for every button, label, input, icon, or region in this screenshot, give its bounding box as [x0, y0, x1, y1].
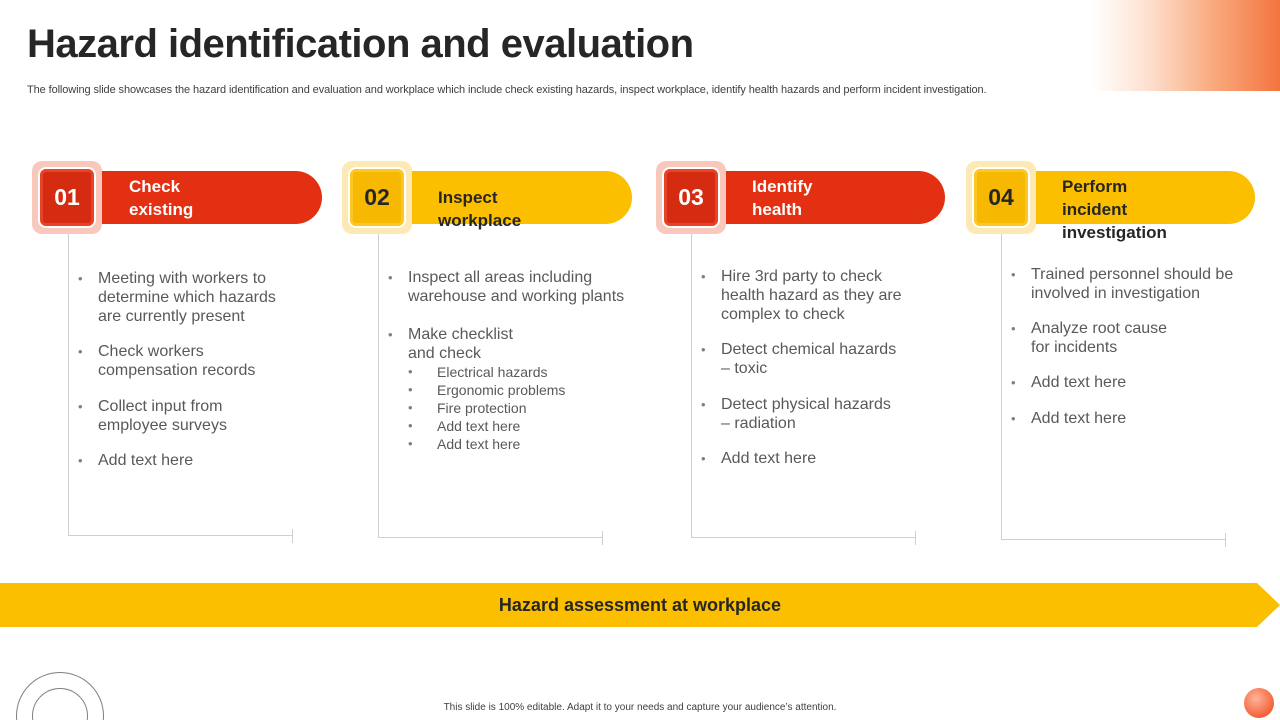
footer-note: This slide is 100% editable. Adapt it to your needs and capture your audience’s attention. — [443, 702, 837, 713]
step-01-bracket-line — [68, 234, 69, 536]
step-01-number: 01 — [38, 167, 96, 228]
list-item: • Add text here — [1011, 373, 1251, 392]
list-item: • Add text here — [408, 417, 608, 435]
step-01-bracket-base — [68, 535, 292, 536]
step-04-number: 04 — [972, 167, 1030, 228]
decorative-orange-dot — [1244, 688, 1274, 718]
step-03-badge — [656, 161, 726, 234]
step-03-header — [690, 171, 945, 224]
step-01-bullet-list — [78, 269, 308, 470]
list-item: • Trained personnel should be involved in investigation — [1011, 265, 1251, 303]
corner-gradient-decoration — [1092, 0, 1280, 91]
step-03-bracket-base — [691, 537, 915, 538]
list-item: • Electrical hazards — [408, 363, 608, 381]
assessment-banner-label: Hazard assessment at workplace — [498, 594, 782, 615]
step-02-label: Inspect workplace — [438, 188, 522, 230]
step-02-badge — [342, 161, 412, 234]
list-item: • Ergonomic problems — [408, 381, 608, 399]
list-item: • Fire protection — [408, 399, 608, 417]
step-03-bullet-list — [701, 267, 931, 468]
step-04-badge — [966, 161, 1036, 234]
step-01-header — [66, 171, 322, 224]
list-item: • Meeting with workers to determine which hazards are currently present — [78, 269, 308, 326]
step-02-bullet-list — [388, 268, 638, 363]
step-01-label: Check existing hazards — [129, 177, 194, 242]
step-02-bracket-base — [378, 537, 602, 538]
list-item: • Analyze root cause for incidents — [1011, 319, 1251, 357]
step-04-label: Perform incident investigation — [1062, 177, 1167, 242]
list-item: • Detect chemical hazards – toxic — [701, 340, 931, 378]
slide-subtitle: The following slide showcases the hazard identification and evaluation and workplace which include check existing hazards, inspect workplace, identify health hazards and perform incident investigation. — [27, 84, 987, 96]
list-item: • Hire 3rd party to check health hazard as they are complex to check — [701, 267, 931, 324]
step-03-number: 03 — [662, 167, 720, 228]
step-03-label: Identify health hazards — [752, 177, 817, 242]
step-02-number: 02 — [348, 167, 406, 228]
step-04-bracket-base — [1001, 539, 1225, 540]
list-item: • Collect input from employee surveys — [78, 397, 308, 435]
step-02-bracket-tick — [602, 531, 603, 545]
list-item: • Check workers compensation records — [78, 342, 308, 380]
step-04-bracket-line — [1001, 234, 1002, 539]
list-item: • Detect physical hazards – radiation — [701, 395, 931, 433]
step-01-badge — [32, 161, 102, 234]
list-item: • Inspect all areas including warehouse and working plants — [388, 268, 638, 306]
list-item: • Add text here — [78, 451, 308, 470]
step-04-bullet-list — [1011, 265, 1251, 428]
list-item: • Add text here — [408, 435, 608, 453]
step-01-bracket-tick — [292, 529, 293, 543]
step-04-bracket-tick — [1225, 533, 1226, 547]
step-03-bracket-tick — [915, 531, 916, 545]
step-03-bracket-line — [691, 234, 692, 537]
list-item: • Add text here — [1011, 409, 1251, 428]
list-item: • Add text here — [701, 449, 931, 468]
list-item: • Make checklist and check — [388, 325, 638, 363]
slide-title: Hazard identification and evaluation — [27, 22, 694, 66]
step-02-sub-bullet-list — [408, 363, 608, 453]
step-02-bracket-line — [378, 234, 379, 537]
